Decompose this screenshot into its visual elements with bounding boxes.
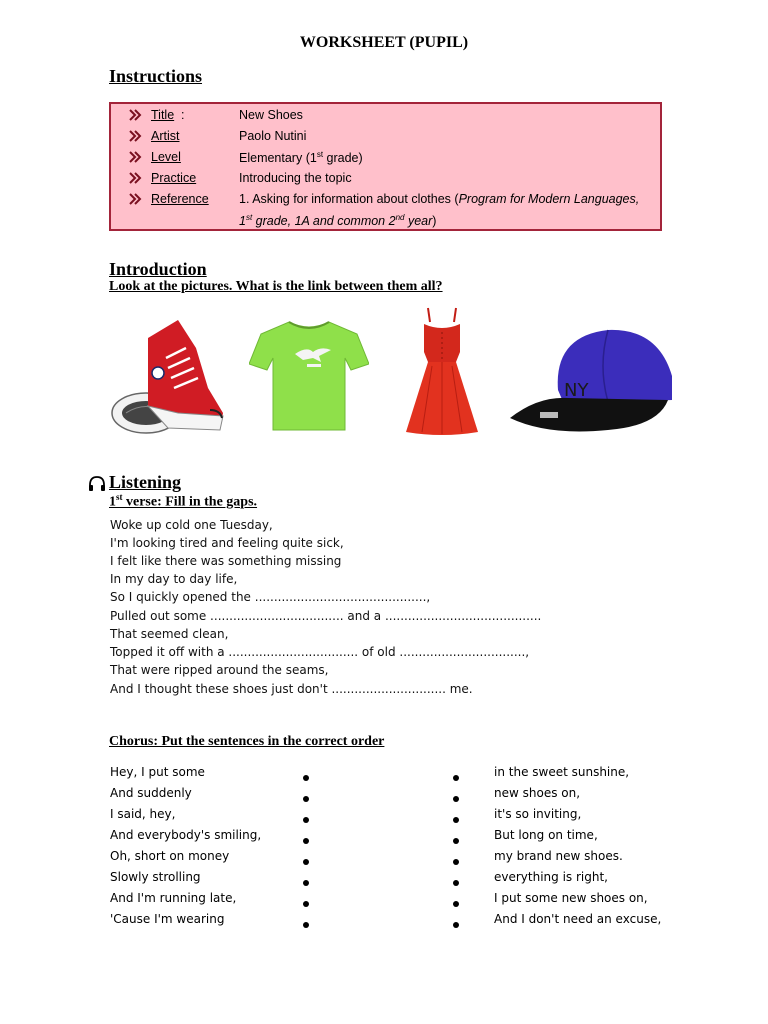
- match-dot-right[interactable]: [453, 901, 459, 907]
- chorus-heading: Chorus: Put the sentences in the correct order: [109, 734, 385, 749]
- svg-text:NY: NY: [564, 380, 589, 401]
- match-dot-left[interactable]: [303, 838, 309, 844]
- match-dot-right[interactable]: [453, 922, 459, 928]
- sneakers-picture: [108, 318, 228, 436]
- match-dot-left[interactable]: [303, 859, 309, 865]
- t-shirt-picture: [249, 318, 369, 434]
- introduction-subheading: Look at the pictures. What is the link between them all?: [109, 279, 443, 294]
- match-dot-left[interactable]: [303, 796, 309, 802]
- chorus-left-item: 'Cause I'm wearing: [110, 912, 225, 926]
- info-value-reference: 1. Asking for information about clothes (Program for Modern Languages,: [239, 192, 640, 206]
- info-value-title: New Shoes: [239, 108, 303, 122]
- listening-heading: Listening: [109, 472, 182, 492]
- match-dot-left[interactable]: [303, 880, 309, 886]
- info-label-level: Level: [151, 150, 181, 164]
- match-dot-right[interactable]: [453, 838, 459, 844]
- lyric-line: That were ripped around the seams,: [110, 663, 329, 677]
- lyric-gap-line: And I thought these shoes just don't .............................. me.: [110, 682, 473, 696]
- chorus-left-item: And I'm running late,: [110, 891, 237, 905]
- lyric-gap-line: Topped it off with a .................................. of old .................................,: [110, 645, 530, 659]
- double-chevron-icon: [129, 109, 143, 121]
- match-dot-left[interactable]: [303, 922, 309, 928]
- info-value-level: Elementary (1st grade): [239, 150, 363, 166]
- dress-picture: [402, 306, 482, 436]
- double-chevron-icon: [129, 172, 143, 184]
- chorus-right-item: it's so inviting,: [494, 807, 582, 821]
- headphones-icon: [88, 476, 106, 492]
- match-dot-left[interactable]: [303, 775, 309, 781]
- lyric-gap-line: Pulled out some ................................... and a .........................................: [110, 609, 542, 623]
- chorus-left-item: Slowly strolling: [110, 870, 201, 884]
- lyric-line: That seemed clean,: [110, 627, 229, 641]
- chorus-left-item: And everybody's smiling,: [110, 828, 262, 842]
- match-dot-right[interactable]: [453, 859, 459, 865]
- page-title: WORKSHEET (PUPIL): [299, 34, 469, 51]
- lyric-line: In my day to day life,: [110, 572, 238, 586]
- cap-picture: [508, 326, 676, 436]
- chorus-right-item: I put some new shoes on,: [494, 891, 648, 905]
- info-label-artist: Artist: [151, 129, 180, 143]
- info-value-artist: Paolo Nutini: [239, 129, 307, 143]
- info-label-practice: Practice: [151, 171, 197, 185]
- match-dot-left[interactable]: [303, 817, 309, 823]
- match-dot-right[interactable]: [453, 796, 459, 802]
- chorus-right-item: my brand new shoes.: [494, 849, 623, 863]
- chorus-left-item: Hey, I put some: [110, 765, 205, 779]
- instructions-heading: Instructions: [109, 66, 203, 86]
- introduction-heading: Introduction: [109, 259, 207, 279]
- lyric-line: I'm looking tired and feeling quite sick,: [110, 536, 344, 550]
- info-label-title: Title: [151, 108, 175, 122]
- instructions-box: Title : New Shoes Artist Paolo Nutini Level Elementary (1st grade) Practice Introducing the topic Reference 1. Asking for information about clothes (Program for Modern Languages, 1st grade, 1A and common 2nd year): [109, 102, 662, 231]
- verse-subheading: 1st verse: Fill in the gaps.: [109, 492, 258, 510]
- lyric-gap-line: So I quickly opened the .............................................,: [110, 590, 431, 604]
- match-dot-right[interactable]: [453, 880, 459, 886]
- chorus-left-item: I said, hey,: [110, 807, 176, 821]
- chorus-right-item: But long on time,: [494, 828, 598, 842]
- chorus-right-item: new shoes on,: [494, 786, 581, 800]
- chorus-left-item: Oh, short on money: [110, 849, 230, 863]
- lyric-line: Woke up cold one Tuesday,: [110, 518, 273, 532]
- info-value-practice: Introducing the topic: [239, 171, 352, 185]
- double-chevron-icon: [129, 151, 143, 163]
- chorus-right-item: And I don't need an excuse,: [494, 912, 662, 926]
- double-chevron-icon: [129, 130, 143, 142]
- chorus-right-item: everything is right,: [494, 870, 608, 884]
- match-dot-left[interactable]: [303, 901, 309, 907]
- lyric-line: I felt like there was something missing: [110, 554, 342, 568]
- double-chevron-icon: [129, 193, 143, 205]
- match-dot-right[interactable]: [453, 775, 459, 781]
- match-dot-right[interactable]: [453, 817, 459, 823]
- chorus-left-item: And suddenly: [110, 786, 192, 800]
- chorus-right-item: in the sweet sunshine,: [494, 765, 630, 779]
- info-label-reference: Reference: [151, 192, 209, 206]
